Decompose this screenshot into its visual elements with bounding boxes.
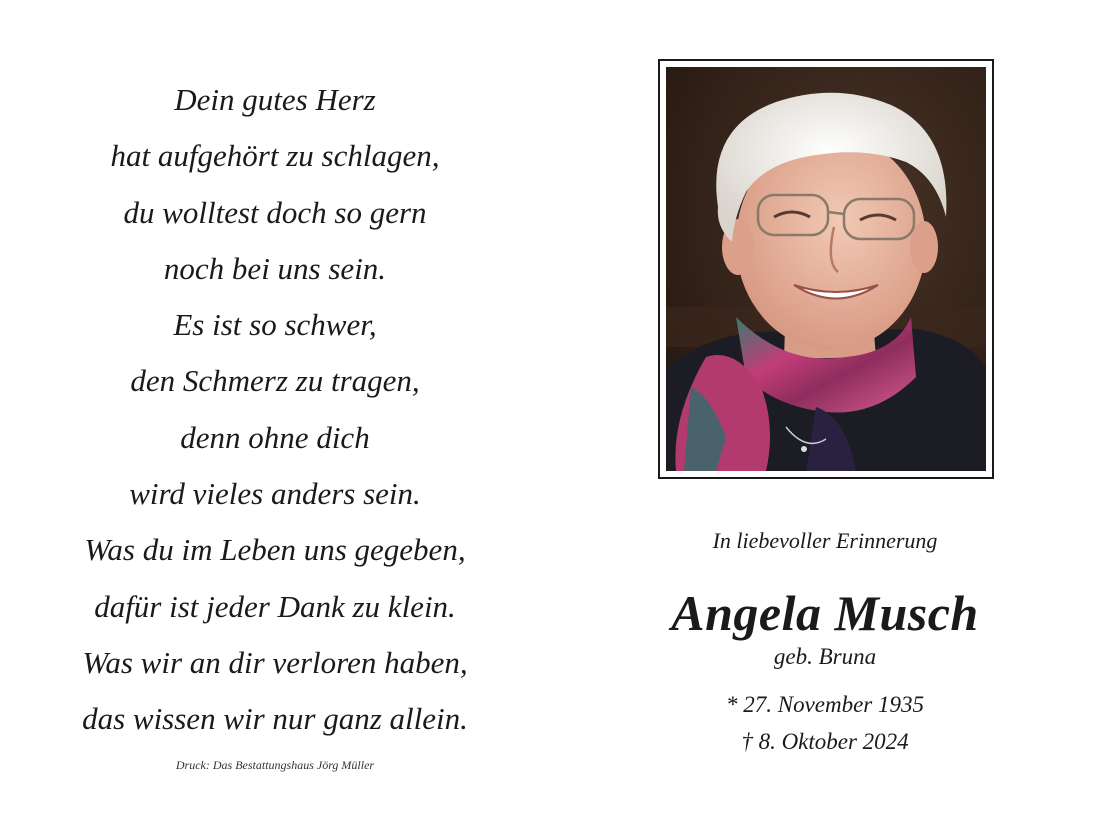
poem-line: Es ist so schwer,	[173, 307, 377, 343]
poem-line: wird vieles anders sein.	[129, 476, 421, 512]
poem-line: denn ohne dich	[180, 419, 370, 455]
deceased-name: Angela Musch	[671, 585, 979, 641]
poem-line: Dein gutes Herz	[174, 82, 376, 117]
memorial-heading: In liebevoller Erinnerung	[712, 528, 938, 553]
poem-line: den Schmerz zu tragen,	[130, 363, 420, 399]
poem-line: das wissen wir nur ganz allein.	[82, 701, 468, 737]
poem	[20, 72, 530, 748]
poem-line: du wolltest doch so gern	[123, 194, 427, 230]
poem-line: Was wir an dir verloren haben,	[82, 644, 468, 680]
death-date: † 8. Oktober 2024	[741, 729, 909, 754]
printer-credit: Druck: Das Bestattungshaus Jörg Müller	[175, 758, 375, 772]
poem-line: dafür ist jeder Dank zu klein.	[94, 588, 456, 624]
poem-line: Was du im Leben uns gegeben,	[84, 532, 466, 568]
portrait-photo	[666, 67, 986, 471]
poem-line: noch bei uns sein.	[163, 250, 387, 286]
birth-date: * 27. November 1935	[725, 692, 925, 717]
poem-line: hat aufgehört zu schlagen,	[110, 138, 440, 174]
maiden-name: geb. Bruna	[773, 644, 877, 669]
photo-frame	[658, 59, 994, 479]
